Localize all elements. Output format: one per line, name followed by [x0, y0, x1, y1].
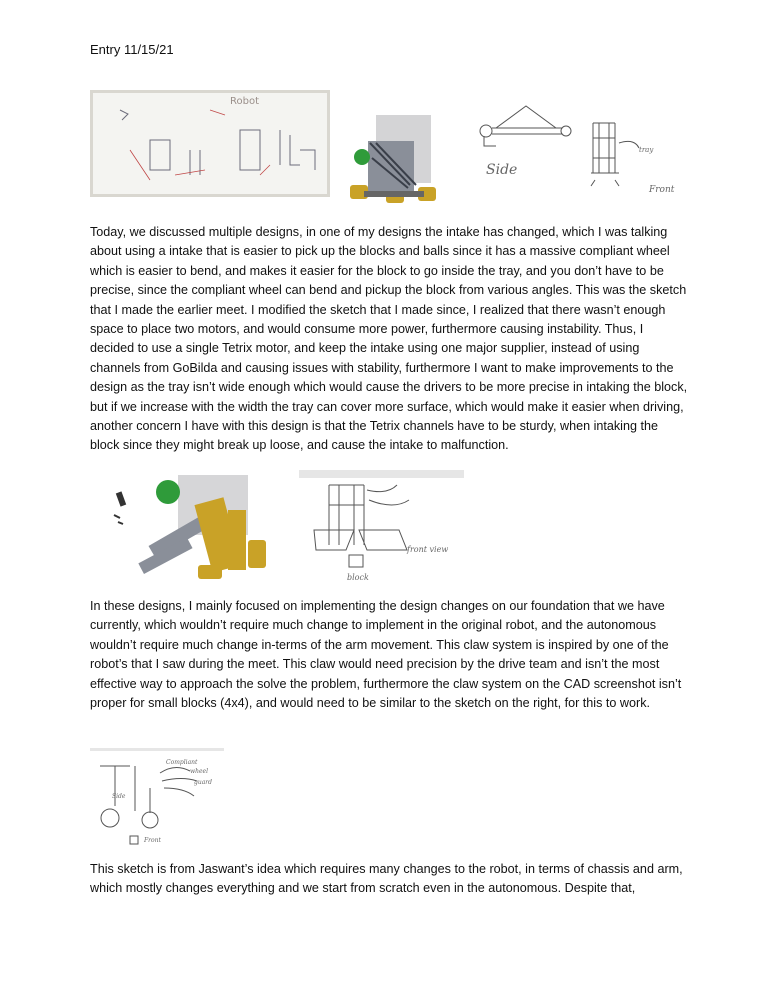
claw-sketch-label: front view	[407, 545, 449, 554]
cad-robot-render-1	[346, 113, 441, 205]
block-label: block	[347, 573, 369, 582]
side-sketch-label: Side	[486, 162, 518, 178]
wheel-note-guard: guard	[194, 779, 212, 786]
wheel-label-front: Front	[144, 837, 161, 844]
whiteboard-title: Robot	[230, 96, 260, 107]
cad-claw-render	[108, 470, 280, 585]
tray-sketch-label: tray	[639, 146, 654, 154]
paragraph-2: In these designs, I mainly focused on implementing the design changes on our foundation that we have currently, which wouldn’t require much change to implement in the original robot, and the autonomous wouldn’t require much change in-terms of the arm movement. This claw system is inspired by one of the robot’s that I saw during the meet. This claw would need precision by the drive team and isn’t the most effective way to approach the solve the problem, furthermore the claw system on the CAD screenshot isn’t proper for small blocks (4x4), and would need to be similar to the sketch on the right, for this to work.	[90, 599, 682, 711]
front-view-sketch	[583, 118, 683, 202]
arm-side-sketch	[476, 96, 576, 188]
entry-heading: Entry 11/15/21	[90, 42, 174, 57]
whiteboard-photo	[90, 90, 330, 197]
wheel-label-side: Side	[112, 793, 126, 800]
wheel-note-compliant: Compliant	[166, 759, 198, 766]
paragraph-1: Today, we discussed multiple designs, in one of my designs the intake has changed, which I was talking about using a intake that is easier to pick up the blocks and balls since it has a massive compliant wheel which is easier to bend, and makes it easier for the block to go inside the tray, and you don’t have to be precise, since the compliant wheel can bend and pickup the block from various angles. This was the sketch that I made the earlier meet. I modified the sketch that I made since, I realized that there wasn’t enough space to place two motors, and would consume more power, furthermore causing instability. Thus, I decided to use a single Tetrix motor, and keep the intake using one major supplier, instead of using channels from GoBilda and causing issues with stability, furthermore I want to make improvements to the design as the tray isn’t wide enough which would cause the drivers to be more precise in intaking the block, but if we increase with the width the tray can cover more surface, which would make it easier when driving, another concern I have with this design is that the Tetrix channels have to be sturdy, when intaking the block since they might break up loose, and cause the intake to malfunction.	[90, 225, 688, 453]
compliant-wheel-sketch	[90, 748, 224, 846]
wheel-note-wheel: wheel	[190, 768, 209, 775]
claw-front-sketch	[299, 470, 464, 585]
paragraph-3: This sketch is from Jaswant’s idea which requires many changes to the robot, in terms of chassis and arm, which mostly changes everything and we start from scratch even in the autonomous. Despite that,	[90, 862, 683, 896]
front-sketch-label: Front	[649, 185, 675, 195]
